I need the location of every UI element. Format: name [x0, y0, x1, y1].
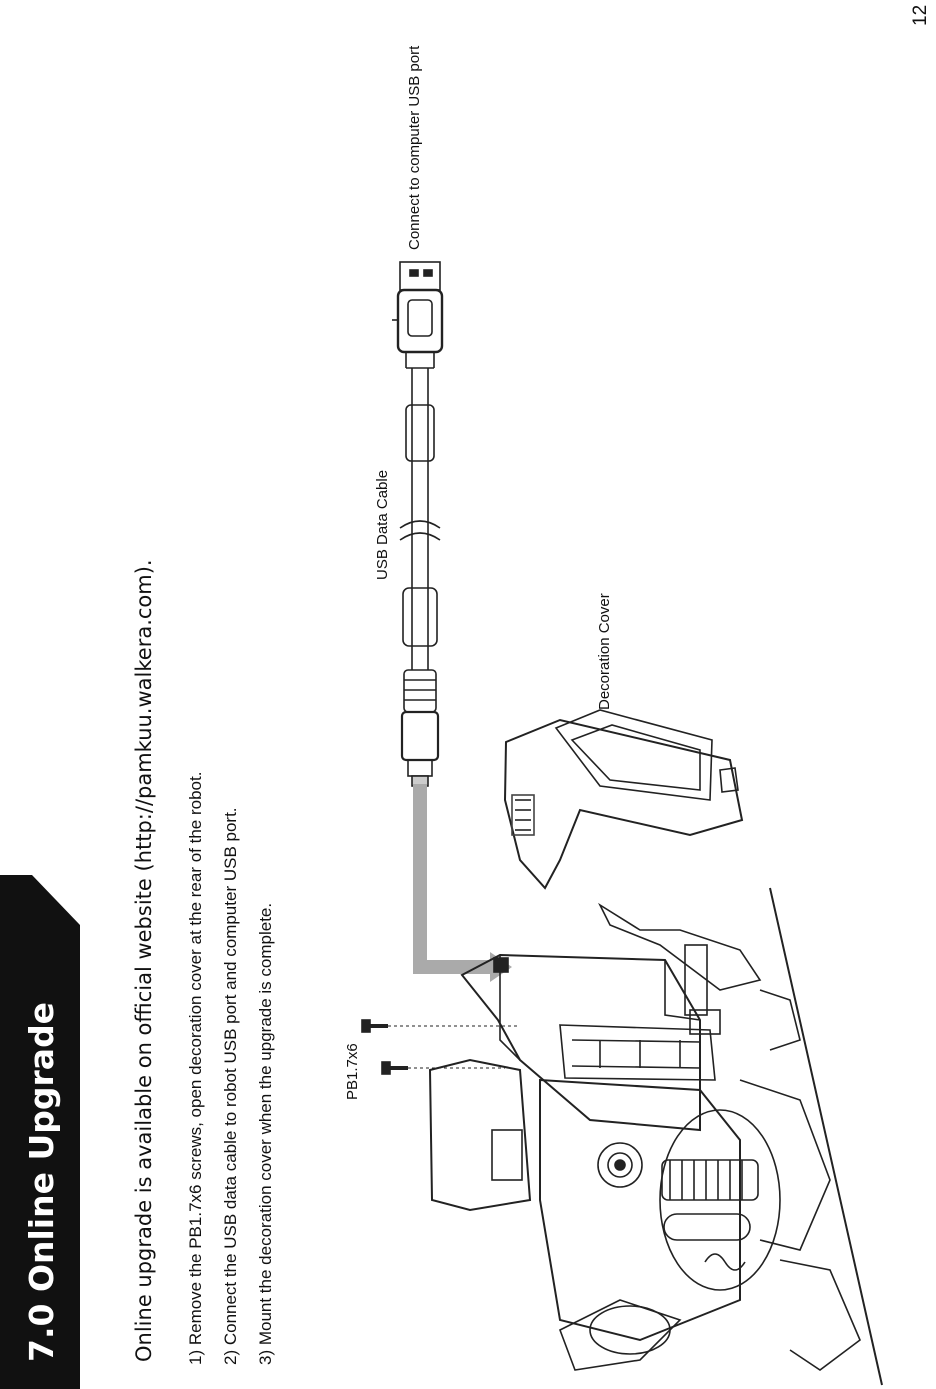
usb-cable: [400, 368, 440, 670]
step-3: 3) Mount the decoration cover when the upgrade is complete.: [256, 902, 275, 1365]
usb-a-plug: [392, 262, 442, 368]
micro-usb-plug: [402, 670, 438, 786]
routing-arrow: [413, 784, 512, 982]
screws-label: PB1.7x6: [344, 1043, 361, 1100]
page-number: 12: [910, 4, 931, 26]
decoration-cover: [505, 710, 742, 888]
robot-body: [430, 888, 882, 1385]
step-1: 1) Remove the PB1.7x6 screws, open decoration cover at the rear of the robot.: [186, 771, 205, 1365]
section-title: 7.0 Online Upgrade: [22, 1001, 61, 1362]
usb-cable-label: USB Data Cable: [374, 469, 391, 580]
step-2: 2) Connect the USB data cable to robot USB port and computer USB port.: [221, 807, 240, 1365]
intro-text: Online upgrade is available on official website (http://pamkuu.walkera.com).: [132, 559, 156, 1362]
computer-port-label: Connect to computer USB port: [406, 45, 423, 250]
decoration-cover-label: Decoration Cover: [596, 593, 613, 710]
screw-1: [362, 1020, 520, 1032]
